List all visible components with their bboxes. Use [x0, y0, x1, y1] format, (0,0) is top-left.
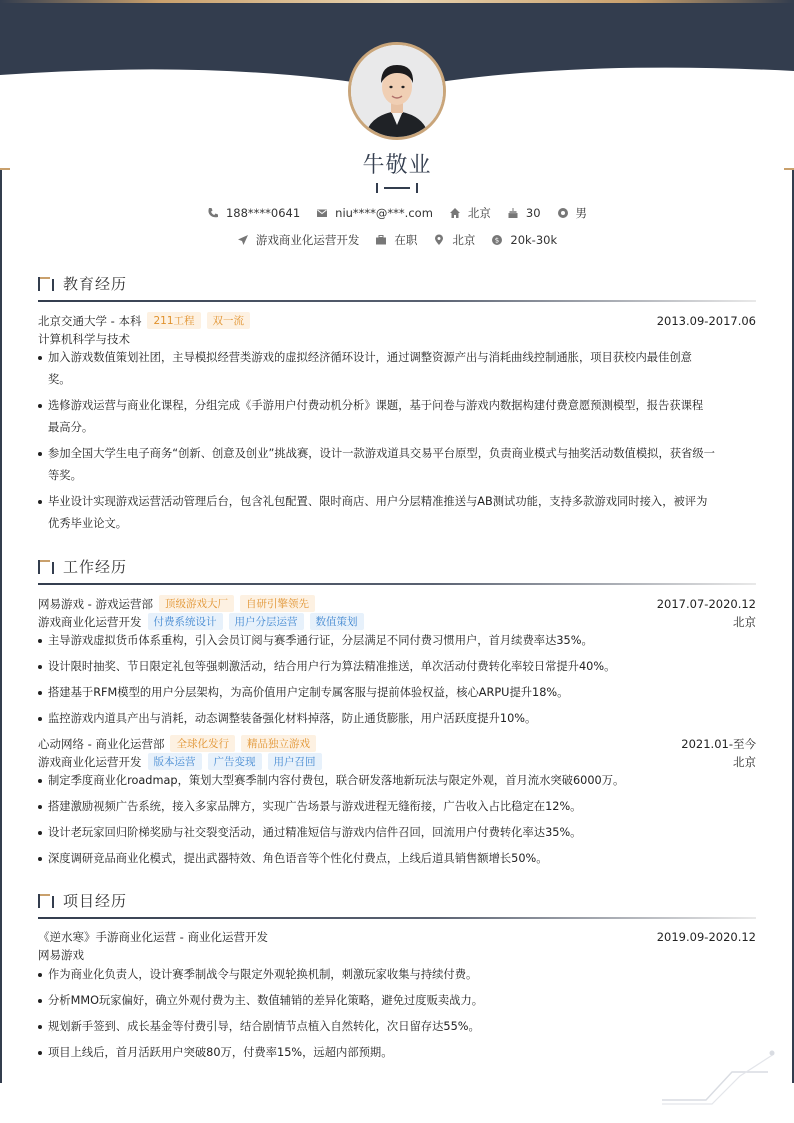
avatar — [348, 42, 446, 140]
corner-line-decoration — [660, 1048, 780, 1106]
job-header — [38, 595, 756, 612]
email-item — [316, 206, 433, 220]
education-header — [38, 312, 756, 329]
section-mark-icon — [38, 560, 56, 574]
school-tag: 双一流 — [207, 312, 251, 329]
education-bullet: 选修游戏运营与商业化课程，分组完成《手游用户付费动机分析》课题，基于问卷与游戏内数据构建付费意愿预测模型，报告获课程 最高分。 — [38, 395, 756, 439]
salary-item — [491, 233, 557, 247]
job-bullet: 搭建基于RFM模型的用户分层架构，为高价值用户定制专属客服与提前体验权益，核心ARPU提升18%。 — [38, 682, 756, 704]
status-text: 在职 — [394, 233, 418, 247]
project-company-row — [38, 947, 756, 963]
education-heading: 教育经历 — [63, 275, 128, 293]
phone-item — [207, 206, 300, 220]
project-heading: 项目经历 — [63, 892, 128, 910]
job-bullet: 制定季度商业化roadmap，策划大型赛季制内容付费包，联合研发落地新玩法与限定外观，首月流水突破6000万。 — [38, 770, 756, 792]
role-tag: 数值策划 — [310, 613, 364, 630]
job-bullet: 搭建激励视频广告系统，接入多家品牌方，实现广告场景与游戏进程无缝衔接，广告收入占比稳定在12%。 — [38, 796, 756, 818]
job-city: 北京 — [733, 754, 756, 769]
left-border-line — [0, 168, 2, 1083]
status-item — [375, 232, 417, 248]
education-section-title — [38, 273, 127, 294]
job-role-row — [38, 753, 756, 770]
job-role: 游戏商业化运营开发 — [38, 614, 142, 629]
education-divider — [38, 300, 756, 302]
section-mark-icon — [38, 894, 56, 908]
education-bullet: 毕业设计实现游戏运营活动管理后台，包含礼包配置、限时商店、用户分层精准推送与AB测试功能，支持多款游戏同时接入，被评为 优秀毕业论文。 — [38, 491, 756, 535]
project-bullet: 项目上线后，首月活跃用户突破80万，付费率15%，远超内部预期。 — [38, 1042, 756, 1064]
role-tag: 用户分层运营 — [229, 613, 304, 630]
intent-job-item — [237, 232, 360, 248]
job-city: 北京 — [733, 614, 756, 629]
major-text: 计算机科学与技术 — [38, 332, 130, 346]
candidate-name: 牛敬业 — [362, 153, 432, 178]
location-text: 北京 — [467, 206, 491, 220]
education-bullet: 参加全国大学生电子商务“创新、创意及创业”挑战赛，设计一款游戏道具交易平台原型，负责商业模式与抽奖活动数值模拟，获省级一 等奖。 — [38, 443, 756, 487]
job-period: 2021.01-至今 — [681, 736, 756, 751]
education-bullet: 加入游戏数值策划社团，主导模拟经营类游戏的虚拟经济循环设计，通过调整资源产出与消耗曲线控制通胀，项目获校内最佳创意 奖。 — [38, 347, 756, 391]
project-divider — [38, 917, 756, 919]
send-icon — [237, 234, 249, 246]
major-row — [38, 331, 756, 347]
project-section-title — [38, 890, 127, 911]
intent-city-item — [433, 232, 475, 248]
role-tag: 付费系统设计 — [148, 613, 223, 630]
role-tag: 广告变现 — [208, 753, 262, 770]
job-bullet: 主导游戏虚拟货币体系重构，引入会员订阅与赛季通行证，分层满足不同付费习惯用户，首月续费率达35%。 — [38, 630, 756, 652]
job-header — [38, 735, 756, 752]
project-period: 2019.09-2020.12 — [656, 930, 756, 944]
home-icon — [449, 207, 461, 219]
intent-job-text: 游戏商业化运营开发 — [255, 233, 360, 247]
gender-icon — [557, 207, 569, 219]
role-tag: 版本运营 — [148, 753, 202, 770]
job-role-row — [38, 613, 756, 630]
job-bullet: 设计老玩家回归阶梯奖励与社交裂变活动，通过精准短信与游戏内信件召回，回流用户付费转化率达35%。 — [38, 822, 756, 844]
project-company: 网易游戏 — [38, 948, 84, 962]
job-period: 2017.07-2020.12 — [656, 596, 756, 611]
job-bullet: 深度调研竞品商业化模式，提出武器特效、角色语音等个性化付费点，上线后道具销售额增长50%。 — [38, 848, 756, 870]
project-header — [38, 929, 756, 945]
section-mark-icon — [38, 277, 56, 291]
cake-icon — [507, 207, 519, 219]
email-text: niu****@***.com — [335, 206, 433, 220]
company-tag: 顶级游戏大厂 — [159, 595, 234, 612]
project-bullet: 规划新手签到、成长基金等付费引导，结合剧情节点植入自然转化，次日留存达55%。 — [38, 1016, 756, 1038]
salary-text: 20k-30k — [510, 233, 558, 247]
name-divider-icon — [376, 182, 418, 194]
location-item — [449, 205, 491, 221]
school-name: 北京交通大学 - 本科 — [38, 313, 142, 328]
intent-city-text: 北京 — [452, 233, 476, 247]
age-item — [507, 206, 541, 220]
project-title: 《逆水寒》手游商业化运营 - 商业化运营开发 — [38, 930, 268, 944]
project-bullet: 作为商业化负责人，设计赛季制战令与限定外观轮换机制，刺激玩家收集与持续付费。 — [38, 964, 756, 986]
job-bullet: 监控游戏内道具产出与消耗，动态调整装备强化材料掉落，防止通货膨胀，用户活跃度提升10%。 — [38, 708, 756, 730]
company-name: 心动网络 - 商业化运营部 — [38, 736, 165, 751]
briefcase-icon — [375, 234, 387, 246]
company-name: 网易游戏 - 游戏运营部 — [38, 596, 153, 611]
company-tag: 精品独立游戏 — [241, 735, 316, 752]
company-tag: 自研引擎领先 — [240, 595, 315, 612]
education-period: 2013.09-2017.06 — [656, 313, 756, 328]
svg-text:$: $ — [495, 236, 500, 245]
job-role: 游戏商业化运营开发 — [38, 754, 142, 769]
gender-text: 男 — [575, 206, 588, 220]
project-bullet: 分析MMO玩家偏好，确立外观付费为主、数值辅销的差异化策略，避免过度贩卖战力。 — [38, 990, 756, 1012]
contact-info-row — [0, 205, 794, 221]
pin-icon — [433, 234, 445, 246]
role-tag: 用户召回 — [268, 753, 322, 770]
job-bullet: 设计限时抽奖、节日限定礼包等强刺激活动，结合用户行为算法精准推送，单次活动付费转化率较日常提升40%。 — [38, 656, 756, 678]
work-heading: 工作经历 — [63, 558, 128, 576]
work-divider — [38, 583, 756, 585]
gender-item — [557, 205, 588, 221]
school-tag: 211工程 — [147, 312, 200, 329]
phone-text: 188****0641 — [225, 206, 301, 220]
age-text: 30 — [525, 206, 541, 220]
mail-icon — [316, 207, 328, 219]
work-section-title — [38, 556, 127, 577]
job-intent-row — [0, 232, 794, 248]
coin-icon — [491, 234, 503, 246]
phone-icon — [207, 207, 219, 219]
company-tag: 全球化发行 — [170, 735, 235, 752]
